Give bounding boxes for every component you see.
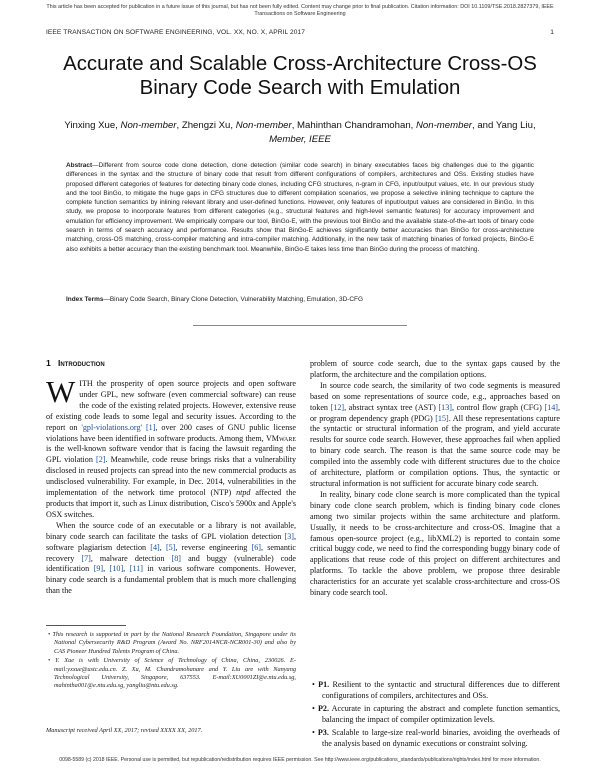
- manuscript-dates: Manuscript received April XX, 2017; revised XXXX XX, 2017.: [46, 727, 203, 734]
- citation-link[interactable]: [13]: [438, 402, 452, 412]
- author-role: Non-member: [120, 120, 177, 131]
- citation-link[interactable]: [3]: [284, 531, 294, 541]
- intro-text: the prosperity of open source projects and open software under GPL, new software (even commercial software) can reuse the code of the existing related projects. However, extensive reuse of existing code leads to some legal and security issues. According to the report on: [46, 379, 296, 432]
- intro-text: affected the products that import it, such as Linux distribution, Cisco's 5900x and Apple's OSX switches.: [46, 488, 296, 519]
- author-role: Non-member: [235, 120, 292, 131]
- abstract-label: Abstract: [66, 162, 93, 169]
- section-number: 1: [46, 358, 51, 368]
- footnote: • This research is supported in part by the National Research Foundation, Singapore under its National Cybersecurity R&D Program (Award No. NRF2014NCR-NCR001-30) and also by CAS Pioneer Hundred Talents Program of China.: [48, 631, 296, 655]
- footnotes: [46, 631, 296, 692]
- intro-text: , semantic recovery: [46, 542, 296, 563]
- intro-term: ntpd: [236, 488, 251, 498]
- intro-text: In reality, binary code clone search is more complicated than the typical binary code clone search problem, which is finding binary code clones among two similar projects within the same architecture and platform. Usually, it needs to be cross-architecture and cross-OS. Imagine that a famous open-source project (e.g., libXML2) is reported to contain some critical buggy code, we need to find the corresponding buggy binary code of applications that reuse code of this project on different architectures and platforms. To tackle the above problem, we propose three desirable characteristics for an accurate yet scalable cross-architecture and cross-OS binary code search tool.: [310, 489, 560, 598]
- author-list: Yinxing Xue, Non-member, Zhengzi Xu, Non-member, Mahinthan Chandramohan, Non-member, and Yang Liu, Member, IEEE: [64, 120, 536, 145]
- intro-text: , abstract syntax tree (AST): [344, 402, 439, 412]
- drop-cap: W: [46, 374, 76, 409]
- citation-link[interactable]: [14]: [544, 402, 558, 412]
- paper-title: Accurate and Scalable Cross-Architecture Cross-OS Binary Code Search with Emulation: [63, 53, 537, 99]
- citation-link[interactable]: [12]: [330, 402, 345, 412]
- header-divider: [193, 325, 407, 326]
- intro-lead: ITH: [79, 379, 93, 388]
- intro-text: problem of source code search, due to the syntax gaps caused by the platform, the architecture and the compilation options.: [310, 359, 560, 379]
- citation-link[interactable]: [8]: [171, 553, 181, 563]
- citation-link[interactable]: [9]: [93, 564, 104, 574]
- author-role: Member, IEEE: [269, 133, 331, 145]
- index-terms: [66, 295, 534, 304]
- citation-link[interactable]: [1]: [145, 422, 156, 432]
- citation-link[interactable]: [11]: [129, 564, 143, 574]
- intro-text: , malware detection: [90, 553, 172, 563]
- publication-notice: This article has been accepted for publication in a future issue of this journal, but has not been fully edited. Content may change prior to final publication. Citation information: DOI 10.1109/TSE.2018.2827379, IEEE Transactions on Software Engineering: [46, 4, 554, 17]
- point-text: Accurate in capturing the abstract and complete function semantics, balancing the impact of compiler optimization levels.: [322, 703, 561, 724]
- intro-text: In source code search, the similarity of two code segments is measured based on some representations of source code, e.g., approaches based on token: [310, 380, 560, 412]
- intro-text: and buggy (vulnerable) code identification: [46, 553, 296, 574]
- intro-text: in various software components. However, binary code search is a fundamental problem that is much more challenging than the: [46, 564, 296, 596]
- author-name: Yang Liu: [495, 120, 533, 131]
- footnote-divider: [46, 625, 126, 626]
- footnote-text: This research is supported in part by the National Research Foundation, Singapore under its National Cybersecurity R&D Program (Award No. NRF2014NCR-NCR001-30) and also by CAS Pioneer Hundred Talents Program of China.: [52, 631, 296, 655]
- point-text: Scalable to large-size real-world binaries, avoiding the overheads of the analysis based on dynamic executions or constraint solving.: [322, 727, 560, 748]
- list-item: • P1. Resilient to the syntactic and structural differences due to different configurations of compilers, architectures and OSs.: [312, 680, 560, 700]
- citation-link[interactable]: [5]: [165, 542, 176, 552]
- author-name: Yinxing Xue: [64, 120, 116, 131]
- point-label: P2.: [317, 703, 329, 713]
- citation-link[interactable]: [10]: [109, 564, 124, 574]
- intro-text: . Meanwhile, code reuse brings risks that a vulnerability disclosed in reused projects can spread into the new commercial products as undisclosed vulnerability. For example, in Dec. 2014, vulnerabilities in the implementation of the network time protocol (NTP): [46, 455, 296, 498]
- citation-link[interactable]: [7]: [81, 553, 91, 563]
- intro-text: , or program dependency graph (PDG): [310, 402, 561, 423]
- point-label: P3.: [317, 727, 329, 737]
- index-terms-label: Index Terms: [66, 296, 104, 303]
- list-item: • P2. Accurate in capturing the abstract and complete function semantics, balancing the impact of compiler optimization levels.: [312, 703, 561, 724]
- author-name: Zhengzi Xu: [181, 120, 231, 131]
- footnote: • Y. Xue is with University of Science of Technology of China, China, 230026. E-mail:yxxue@ustc.edu.cn. Z. Xu, M. Chandramohanare and Y. Liu are with Nanyang Technological University, Singapore, 637553. E-mail:XU0001ZI@e.ntu.edu.sg, mahintha001@e.ntu.edu.sg, yangliu@ntu.edu.sg.: [48, 657, 296, 690]
- intro-text: is the well-known software vendor that is facing the lawsuit regarding the GPL violation: [46, 444, 296, 465]
- point-text: Resilient to the syntactic and structural differences due to different configurations of compilers, architectures and OSs.: [322, 680, 560, 700]
- intro-text: , over 200 cases of GNU public license violations have been identified in software products. Among them,: [46, 422, 296, 443]
- page-number: 1: [550, 29, 554, 36]
- author-name: Mahinthan Chandramohan: [297, 120, 411, 131]
- copyright-footer: 0098-5589 (c) 2018 IEEE. Personal use is permitted, but republication/redistribution requires IEEE permission. See http://www.ieee.org/publications_standards/publications/rights/index.html for more information.: [59, 757, 541, 763]
- intro-column-left: WITH the prosperity of open source projects and open software under GPL, new software (even commercial software) can reuse the code of the existing related projects. However, extensive reuse of existing code leads to some legal and security issues. According to the report on 'gpl-violations.org' [1], over 200 cases of GNU public license violations have been identified in software products. Among them, VMware is the well-known software vendor that is facing the lawsuit regarding the GPL violation [2]. Meanwhile, code reuse brings risks that a vulnerability disclosed in reused projects can spread into the new commercial products as undisclosed vulnerability. For example, in Dec. 2014, vulnerabilities in the implementation of the network time protocol (NTP) ntpd affected the products that import it, such as Linux distribution, Cisco's 5900x and Apple's OSX switches. When the source code of an executable or a library is not available, binary code search can facilitate the tasks of GPL violation detection [3], software plagiarism detection [4], [5], reverse engineering [6], semantic recovery [7], malware detection [8] and buggy (vulnerable) code identification [9], [10], [11] in various software components. However, binary code search is a fundamental problem that is much more challenging than the: [46, 374, 296, 596]
- intro-text: , control flow graph (CFG): [451, 402, 545, 412]
- desirable-characteristics: [310, 680, 560, 751]
- citation-link[interactable]: [2]: [96, 455, 106, 465]
- intro-column-right: [310, 359, 560, 599]
- footnote-text: Y. Xue is with University of Science of Technology of China, China, 230026. E-mail:yxxue@ustc.edu.cn. Z. Xu, M. Chandramohanare and Y. Liu are with Nanyang Technological University, Singapore, 637553. E-mail:XU0001ZI@e.ntu.edu.sg, mahintha001@e.ntu.edu.sg, yangliu@ntu.edu.sg.: [54, 657, 296, 690]
- index-terms-text: —Binary Code Search, Binary Clone Detection, Vulnerability Matching, Emulation, 3D-CFG: [103, 296, 363, 303]
- abstract: [66, 161, 534, 254]
- section-heading: [46, 358, 105, 368]
- reference-link[interactable]: 'gpl-violations.org': [81, 422, 142, 432]
- citation-link[interactable]: [6]: [251, 542, 261, 552]
- citation-link[interactable]: [4]: [150, 542, 160, 552]
- intro-text: , software plagiarism detection: [46, 531, 296, 552]
- intro-text: , reverse engineering: [175, 542, 252, 552]
- author-role: Non-member: [416, 120, 472, 131]
- vendor-name: VMware: [265, 433, 296, 443]
- journal-name: IEEE TRANSACTION ON SOFTWARE ENGINEERING, VOL. XX, NO. X, APRIL 2017: [46, 29, 306, 36]
- intro-text: . All these representations capture the syntactic or structural information of the program, and yield accurate results for source code search. However, these approaches fail when applied to binary code search. The reason is that the same source code may be compiled into the assembly code with different structures due to the choice of architecture, platform or compilation options. Thus, the syntactic or structural information is not sufficient for accurate binary code search.: [310, 413, 560, 488]
- abstract-text: —Different from source code clone detection, clone detection (similar code search) in binary executables faces big challenges due to the gigantic differences in the syntax and the structure of binary code that result from different configurations of compilers, architectures and OSs. Existing studies have proposed different categories of features for detecting binary code clones, including CFG structures, n-gram in CFG, input/output values, etc. In our previous study and the tool BinGo, to mitigate the huge gaps in CFG structures due to different compilation scenarios, we propose a selective inlining technique to capture the complete function semantics by inlining relevant library and user-defined functions. However, only features of input/output values are considered in BinGo. In this study, we propose to incorporate features from different categories (e.g., structural features and high-level semantic features) for accuracy improvement and emulation for efficiency improvement. We empirically compare our tool, BinGo-E, with the previous tool BinGo and the available state-of-the-art tools of binary code search in terms of search accuracy and performance. Results show that BinGo-E achieves significantly better accuracies than BinGo for cross-architecture matching, cross-OS matching, cross-compiler matching and intra-compiler matching. Additionally, in the new task of matching binaries of forked projects, BinGo-E also exhibits a better accuracy than the existing benchmark tool. Meanwhile, BinGo-E takes less time than BinGo during the process of matching.: [66, 162, 534, 253]
- point-label: P1.: [318, 680, 330, 689]
- citation-link[interactable]: [15]: [435, 413, 449, 423]
- section-title: Introduction: [57, 358, 105, 368]
- running-head: [46, 29, 554, 36]
- intro-text: When the source code of an executable or a library is not available, binary code search can facilitate the tasks of GPL violation detection: [46, 520, 296, 541]
- list-item: • P3. Scalable to large-size real-world binaries, avoiding the overheads of the analysis based on dynamic executions or constraint solving.: [312, 727, 560, 748]
